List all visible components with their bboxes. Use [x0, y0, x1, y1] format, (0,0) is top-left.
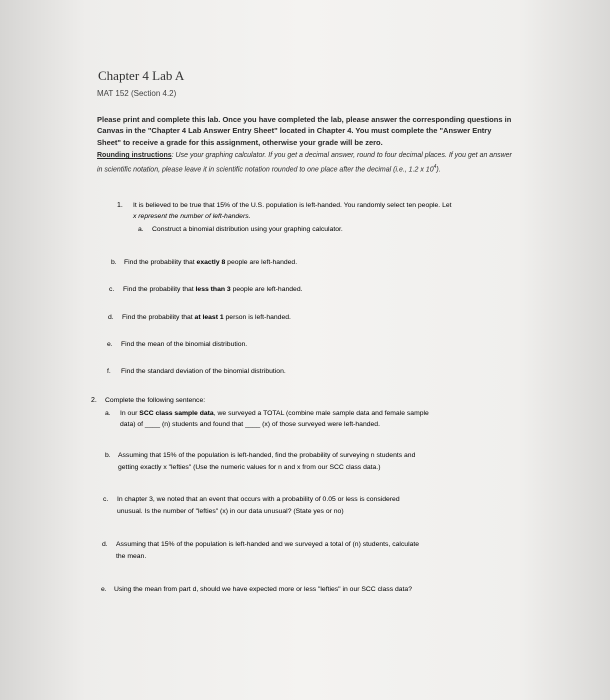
- rounding-instructions: [97, 150, 517, 175]
- item-letter: a.: [138, 226, 144, 233]
- item-letter: c.: [109, 286, 115, 293]
- item-letter: e.: [107, 341, 113, 348]
- rounding-end: ).: [436, 165, 441, 173]
- q2-b-line-1: Assuming that 15% of the population is left-handed, find the probability of surveying n students and: [118, 452, 416, 459]
- q2-c-line-2: unusual. Is the number of "lefties" (x) in our data unusual? (State yes or no): [117, 508, 344, 515]
- item-letter: a.: [105, 410, 111, 417]
- q1-c-text: Find the probability that less than 3 people are left-handed.: [123, 286, 303, 293]
- question-number: 2.: [91, 397, 97, 404]
- q1-f-text: Find the standard deviation of the binomial distribution.: [121, 368, 286, 375]
- item-letter: d.: [108, 314, 114, 321]
- q2-d-line-1: Assuming that 15% of the population is left-handed and we surveyed a total of (n) students, calculate: [116, 541, 420, 548]
- rounding-text: : Use your graphing calculator. If you get a decimal answer, round to four decimal places. If you get an answer in scientific notation, please leave it in scientific notation rounded to one place after the decimal (i.e., 1.2 x 10: [97, 152, 512, 173]
- item-letter: e.: [101, 586, 107, 593]
- q1-d-text: Find the probability that at least 1 person is left-handed.: [122, 314, 291, 321]
- q2-intro: Complete the following sentence:: [105, 397, 206, 404]
- item-letter: b.: [111, 259, 117, 266]
- question-1-line-1: It is believed to be true that 15% of the U.S. population is left-handed. You randomly select ten people. Let: [133, 202, 452, 209]
- q2-a-line-2: data) of ____ (n) students and found that ____ (x) of those surveyed were left-handed.: [120, 421, 380, 428]
- item-letter: f.: [107, 368, 111, 375]
- q2-d-line-2: the mean.: [116, 553, 147, 560]
- q2-a-line-1: In our SCC class sample data, we surveyed a TOTAL (combine male sample data and female sample: [120, 410, 429, 417]
- q1-e-text: Find the mean of the binomial distribution.: [121, 341, 248, 348]
- q2-c-line-1: In chapter 3, we noted that an event that occurs with a probability of 0.05 or less is considered: [117, 496, 400, 503]
- question-1-line-2: x represent the number of left-handers.: [133, 213, 251, 220]
- q1-a-text: Construct a binomial distribution using your graphing calculator.: [152, 226, 343, 233]
- q1-b-text: Find the probability that exactly 8 people are left-handed.: [124, 259, 298, 266]
- page-subtitle: MAT 152 (Section 4.2): [97, 89, 177, 98]
- item-letter: d.: [102, 541, 108, 548]
- intro-paragraph: Please print and complete this lab. Once you have completed the lab, please answer the corresponding questions in Canvas in the "Chapter 4 Lab Answer Entry Sheet" located in Chapter 4. You must complete the "Answer Entry Sheet" to receive a grade for this assignment, otherwise your grade will be zero.: [97, 115, 512, 147]
- q2-e-text: Using the mean from part d, should we have expected more or less "lefties" in our SCC class data?: [114, 586, 412, 593]
- q2-b-line-2: getting exactly x "lefties" (Use the numeric values for n and x from our SCC class data.): [118, 464, 381, 471]
- item-letter: c.: [103, 496, 109, 503]
- item-letter: b.: [105, 452, 111, 459]
- rounding-label: Rounding instructions: [97, 152, 172, 159]
- rounding-exponent: 4: [433, 163, 437, 170]
- page-title: Chapter 4 Lab A: [98, 68, 185, 83]
- question-number: 1.: [117, 202, 123, 209]
